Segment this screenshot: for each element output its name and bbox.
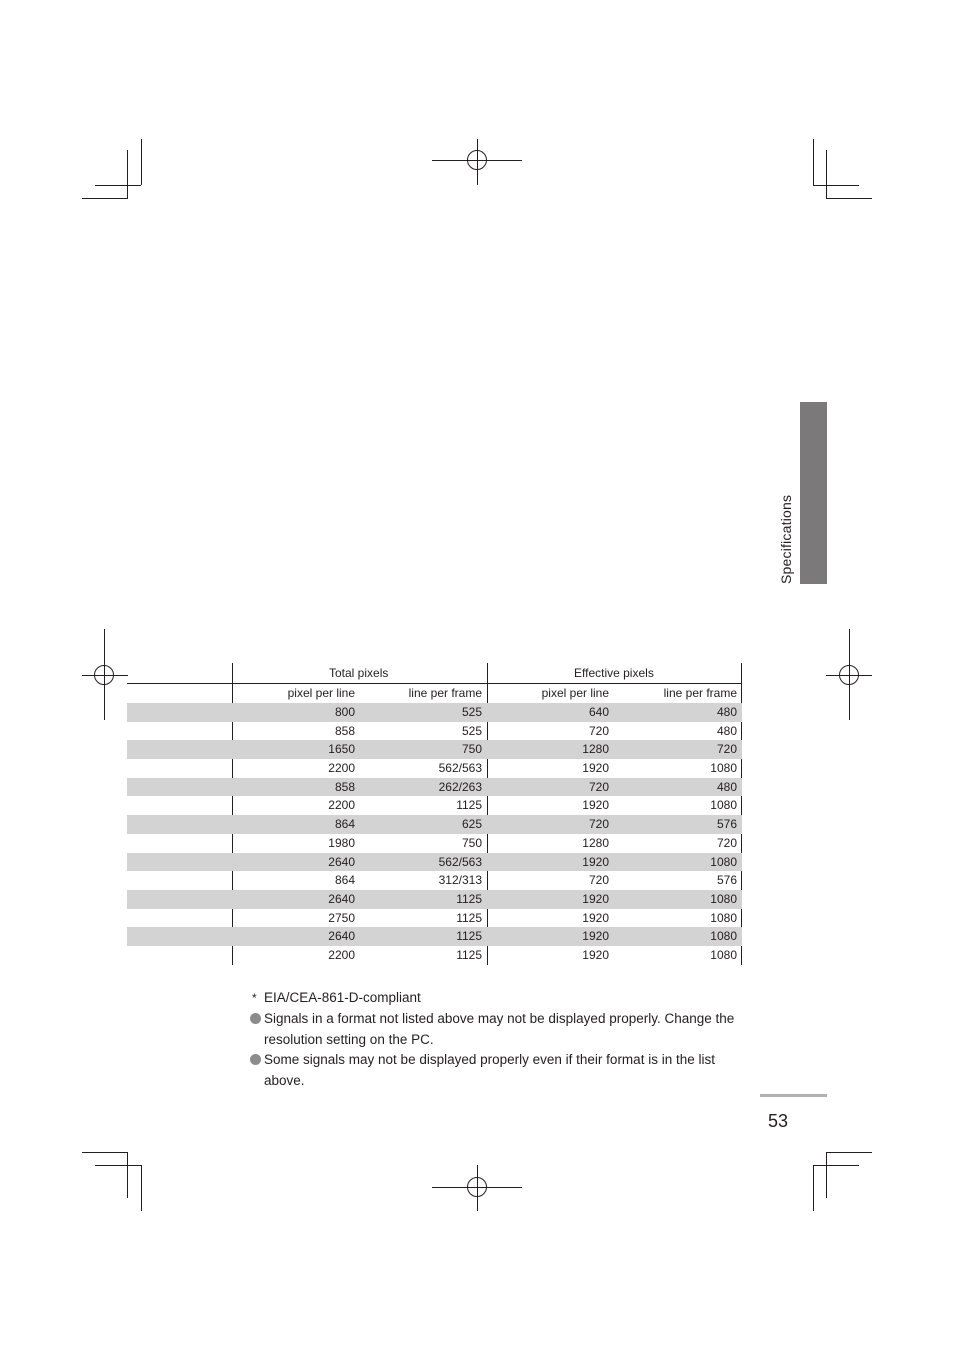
table-cell: 2640 (328, 891, 355, 906)
table-row (127, 759, 742, 778)
section-label: Specifications (778, 494, 794, 584)
table-cell: 864 (334, 817, 355, 832)
bullet-dot-icon (250, 1054, 261, 1065)
table-cell: 2640 (328, 929, 355, 944)
table-body (127, 703, 742, 965)
bullet-note (250, 1050, 750, 1092)
bullet-text: Some signals may not be displayed properly even if their format is in the list above. (264, 1052, 715, 1089)
page-number-rule (760, 1094, 827, 1097)
table-cell: 1125 (456, 929, 482, 944)
table-row (127, 890, 742, 909)
footnote (250, 988, 750, 1009)
section-tab (800, 402, 827, 584)
table-cell: 720 (588, 779, 609, 794)
table-cell: 1125 (456, 798, 482, 813)
signal-format-table (127, 663, 742, 965)
table-cell: 480 (716, 705, 737, 719)
table-row (127, 722, 742, 741)
table-cell: 720 (716, 742, 737, 757)
table-cell: 2640 (328, 854, 355, 869)
table-cell: 864 (334, 873, 355, 888)
table-cell: 2750 (328, 910, 355, 925)
effective-pixels-header: Effective pixels (574, 666, 654, 680)
table-cell: 858 (334, 723, 355, 738)
table-cell: 1125 (456, 910, 482, 925)
table-cell: 525 (461, 705, 482, 719)
column-header: line per frame (663, 686, 737, 700)
table-cell: 480 (716, 723, 737, 738)
table-cell: 562/563 (438, 761, 482, 776)
table-cell: 1280 (582, 835, 609, 850)
bullet-dot-icon (250, 1013, 261, 1024)
table-cell: 1920 (582, 910, 609, 925)
table-row (127, 796, 742, 815)
table-cell: 262/263 (438, 779, 482, 794)
table-row (127, 778, 742, 797)
table-cell: 1080 (710, 947, 737, 962)
table-row (127, 853, 742, 872)
table-cell: 1920 (582, 947, 609, 962)
column-header-row (127, 683, 742, 703)
table-cell: 1125 (456, 891, 482, 906)
table-cell: 1650 (328, 742, 355, 757)
column-header: pixel per line (541, 686, 609, 700)
table-cell: 2200 (328, 761, 355, 776)
table-cell: 720 (716, 835, 737, 850)
footnote-text: EIA/CEA-861-D-compliant (264, 990, 421, 1005)
table-cell: 1080 (710, 761, 737, 776)
table-cell: 312/313 (438, 873, 482, 888)
table-row (127, 909, 742, 928)
table-cell: 720 (588, 873, 609, 888)
table-cell: 1920 (582, 854, 609, 869)
footnote-mark: * (252, 991, 257, 1005)
table-cell: 1920 (582, 798, 609, 813)
table-cell: 720 (588, 723, 609, 738)
table-row (127, 740, 742, 759)
table-cell: 480 (716, 779, 737, 794)
table-cell: 562/563 (438, 854, 482, 869)
table-row (127, 927, 742, 946)
bullet-note (250, 1009, 750, 1051)
table-cell: 2200 (328, 947, 355, 962)
table-cell: 1920 (582, 929, 609, 944)
table-cell: 1080 (710, 929, 737, 944)
table-row (127, 946, 742, 965)
notes (250, 988, 750, 1092)
table-cell: 720 (588, 817, 609, 832)
column-header: pixel per line (287, 686, 355, 700)
group-header-row (127, 663, 742, 683)
table-row (127, 834, 742, 853)
table-cell: 625 (461, 817, 482, 832)
table-cell: 750 (461, 742, 482, 757)
column-header: line per frame (408, 686, 482, 700)
table-cell: 1920 (582, 891, 609, 906)
table-cell: 1080 (710, 854, 737, 869)
table-cell: 2200 (328, 798, 355, 813)
table-cell: 576 (716, 873, 737, 888)
table-cell: 576 (716, 817, 737, 832)
table-cell: 1920 (582, 761, 609, 776)
table-cell: 1980 (328, 835, 355, 850)
table-cell: 858 (334, 779, 355, 794)
table-cell: 525 (461, 723, 482, 738)
table-cell: 1280 (582, 742, 609, 757)
table-cell: 800 (334, 705, 355, 719)
table-cell: 1080 (710, 798, 737, 813)
bullet-text: Signals in a format not listed above may not be displayed properly. Change the resolution setting on the PC. (264, 1010, 735, 1047)
table-cell: 1125 (456, 947, 482, 962)
table-row (127, 703, 742, 722)
table-cell: 640 (588, 705, 609, 719)
table-row (127, 815, 742, 834)
table-cell: 1080 (710, 910, 737, 925)
table-cell: 750 (461, 835, 482, 850)
table-row (127, 871, 742, 890)
table-cell: 1080 (710, 891, 737, 906)
page-number: 53 (768, 1111, 789, 1131)
total-pixels-header: Total pixels (329, 666, 389, 680)
